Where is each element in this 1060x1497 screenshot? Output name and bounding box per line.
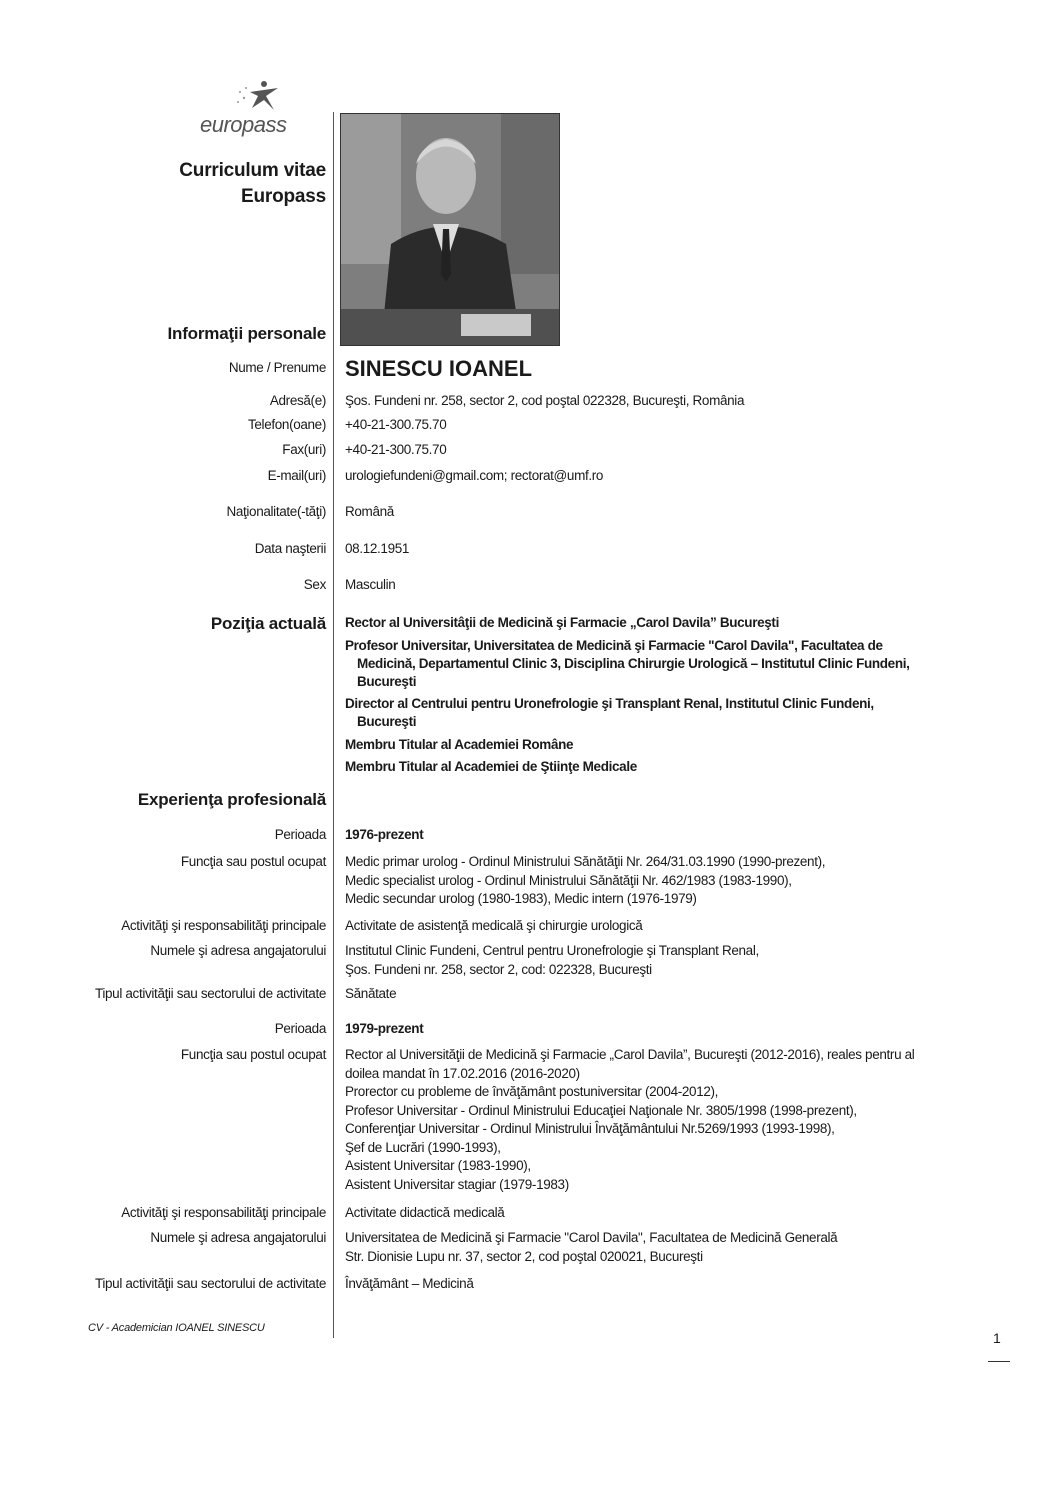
value-fax: +40-21-300.75.70 bbox=[345, 442, 447, 457]
entry-period: 1976-prezent bbox=[345, 827, 424, 842]
current-position-list bbox=[345, 614, 910, 781]
entry-sector: Învăţământ – Medicină bbox=[345, 1276, 474, 1291]
position-item: Membru Titular al Academiei de Ştiinţe Medicale bbox=[345, 759, 637, 774]
label-employer: Numele şi adresa angajatorului bbox=[150, 943, 326, 958]
label-function: Funcţia sau postul ocupat bbox=[180, 854, 326, 869]
label-name: Nume / Prenume bbox=[228, 360, 326, 375]
label-address: Adresă(e) bbox=[269, 393, 326, 408]
entry-period: 1979-prezent bbox=[345, 1021, 424, 1036]
europass-logo bbox=[200, 78, 312, 138]
entry-activities: Activitate de asistenţă medicală şi chirurgie urologică bbox=[345, 918, 643, 933]
label-phone: Telefon(oane) bbox=[247, 417, 326, 432]
entry-employer: Universitatea de Medicină şi Farmacie "Carol Davila", Facultatea de Medicină Generală Str. Dionisie Lupu nr. 37, sector 2, cod poştal 020021, Bucureşti bbox=[345, 1230, 838, 1264]
cv-subtitle: Europass bbox=[241, 186, 326, 207]
entry-employer: Institutul Clinic Fundeni, Centrul pentru Uronefrologie şi Transplant Renal, Şos. Fundeni nr. 258, sector 2, cod: 022328, Bucureşti bbox=[345, 943, 759, 977]
page-number-rule bbox=[988, 1361, 1010, 1362]
label-email: E-mail(uri) bbox=[267, 468, 326, 483]
value-birthdate: 08.12.1951 bbox=[345, 541, 410, 556]
section-experience: Experienţa profesională bbox=[137, 790, 326, 809]
label-period: Perioada bbox=[274, 827, 326, 842]
entry-function: Rector al Universităţii de Medicină şi Farmacie „Carol Davila”, Bucureşti (2012-2016), reales pentru al doilea mandat în 17.02.2016 (2016-2020) Prorector cu probleme de învăţământ postuniversitar (2004-2012), Profesor Universitar - Ordinul Ministrului Educaţiei Naţionale Nr. 3805/1998 (1998-prezent), Conferenţiar Universitar - Ordinul Ministrului Învăţământului Nr.5269/1993 (1993-1998), Şef de Lucrări (1990-1993), Asistent Universitar (1983-1990), Asistent Universitar stagiar (1979-1983) bbox=[345, 1047, 915, 1192]
position-item: Profesor Universitar, Universitatea de Medicină şi Farmacie "Carol Davila", Facultatea de Medicină, Departamentul Clinic 3, Disciplina Chirurgie Urologică – Institutul Clinic Fundeni, Bucureşti bbox=[345, 637, 910, 689]
page-number: 1 bbox=[993, 1330, 1001, 1346]
position-item: Rector al Universitâţii de Medicină şi Farmacie „Carol Davila” Bucureşti bbox=[345, 615, 779, 630]
label-activities: Activităţi şi responsabilităţi principale bbox=[121, 1205, 326, 1220]
label-activities: Activităţi şi responsabilităţi principale bbox=[121, 918, 326, 933]
position-item: Membru Titular al Academiei Române bbox=[345, 736, 574, 752]
value-email[interactable]: urologiefundeni@gmail.com; rectorat@umf.ro bbox=[345, 468, 604, 483]
label-employer: Numele şi adresa angajatorului bbox=[150, 1230, 326, 1245]
label-sector: Tipul activităţii sau sectorului de activitate bbox=[94, 1276, 326, 1291]
value-phone: +40-21-300.75.70 bbox=[345, 417, 447, 432]
section-personal-info: Informaţii personale bbox=[167, 324, 326, 343]
position-item: Director al Centrului pentru Uronefrologie şi Transplant Renal, Institutul Clinic Fundeni, Bucureşti bbox=[345, 696, 874, 729]
entry-function: Medic primar urolog - Ordinul Ministrului Sănătăţii Nr. 264/31.03.1990 (1990-prezent), Medic specialist urolog - Ordinul Ministrului Sănătăţii Nr. 462/1983 (1983-1990), Medic secundar urolog (1980-1983), Medic intern (1976-1979) bbox=[345, 854, 826, 906]
label-sex: Sex bbox=[303, 577, 326, 592]
value-address: Şos. Fundeni nr. 258, sector 2, cod poştal 022328, Bucureşti, România bbox=[345, 393, 745, 408]
label-period: Perioada bbox=[274, 1021, 326, 1036]
person-name: SINESCU IOANEL bbox=[345, 356, 533, 381]
europass-logo-text: europass bbox=[200, 112, 287, 137]
entry-activities: Activitate didactică medicală bbox=[345, 1205, 505, 1220]
label-birthdate: Data naşterii bbox=[254, 541, 326, 556]
section-current-position: Poziţia actuală bbox=[210, 614, 326, 633]
entry-sector: Sănătate bbox=[345, 986, 397, 1001]
value-nationality: Română bbox=[345, 504, 394, 519]
label-function: Funcţia sau postul ocupat bbox=[180, 1047, 326, 1062]
footer-text: CV - Academician IOANEL SINESCU bbox=[88, 1322, 265, 1334]
cv-title: Curriculum vitae bbox=[179, 160, 326, 181]
label-nationality: Naţionalitate(-tăţi) bbox=[226, 504, 326, 519]
label-sector: Tipul activităţii sau sectorului de activitate bbox=[94, 986, 326, 1001]
europass-star-figure-icon bbox=[230, 78, 290, 114]
portrait-photo bbox=[340, 113, 560, 346]
label-fax: Fax(uri) bbox=[282, 442, 326, 457]
column-divider bbox=[333, 112, 334, 1338]
value-sex: Masculin bbox=[345, 577, 396, 592]
